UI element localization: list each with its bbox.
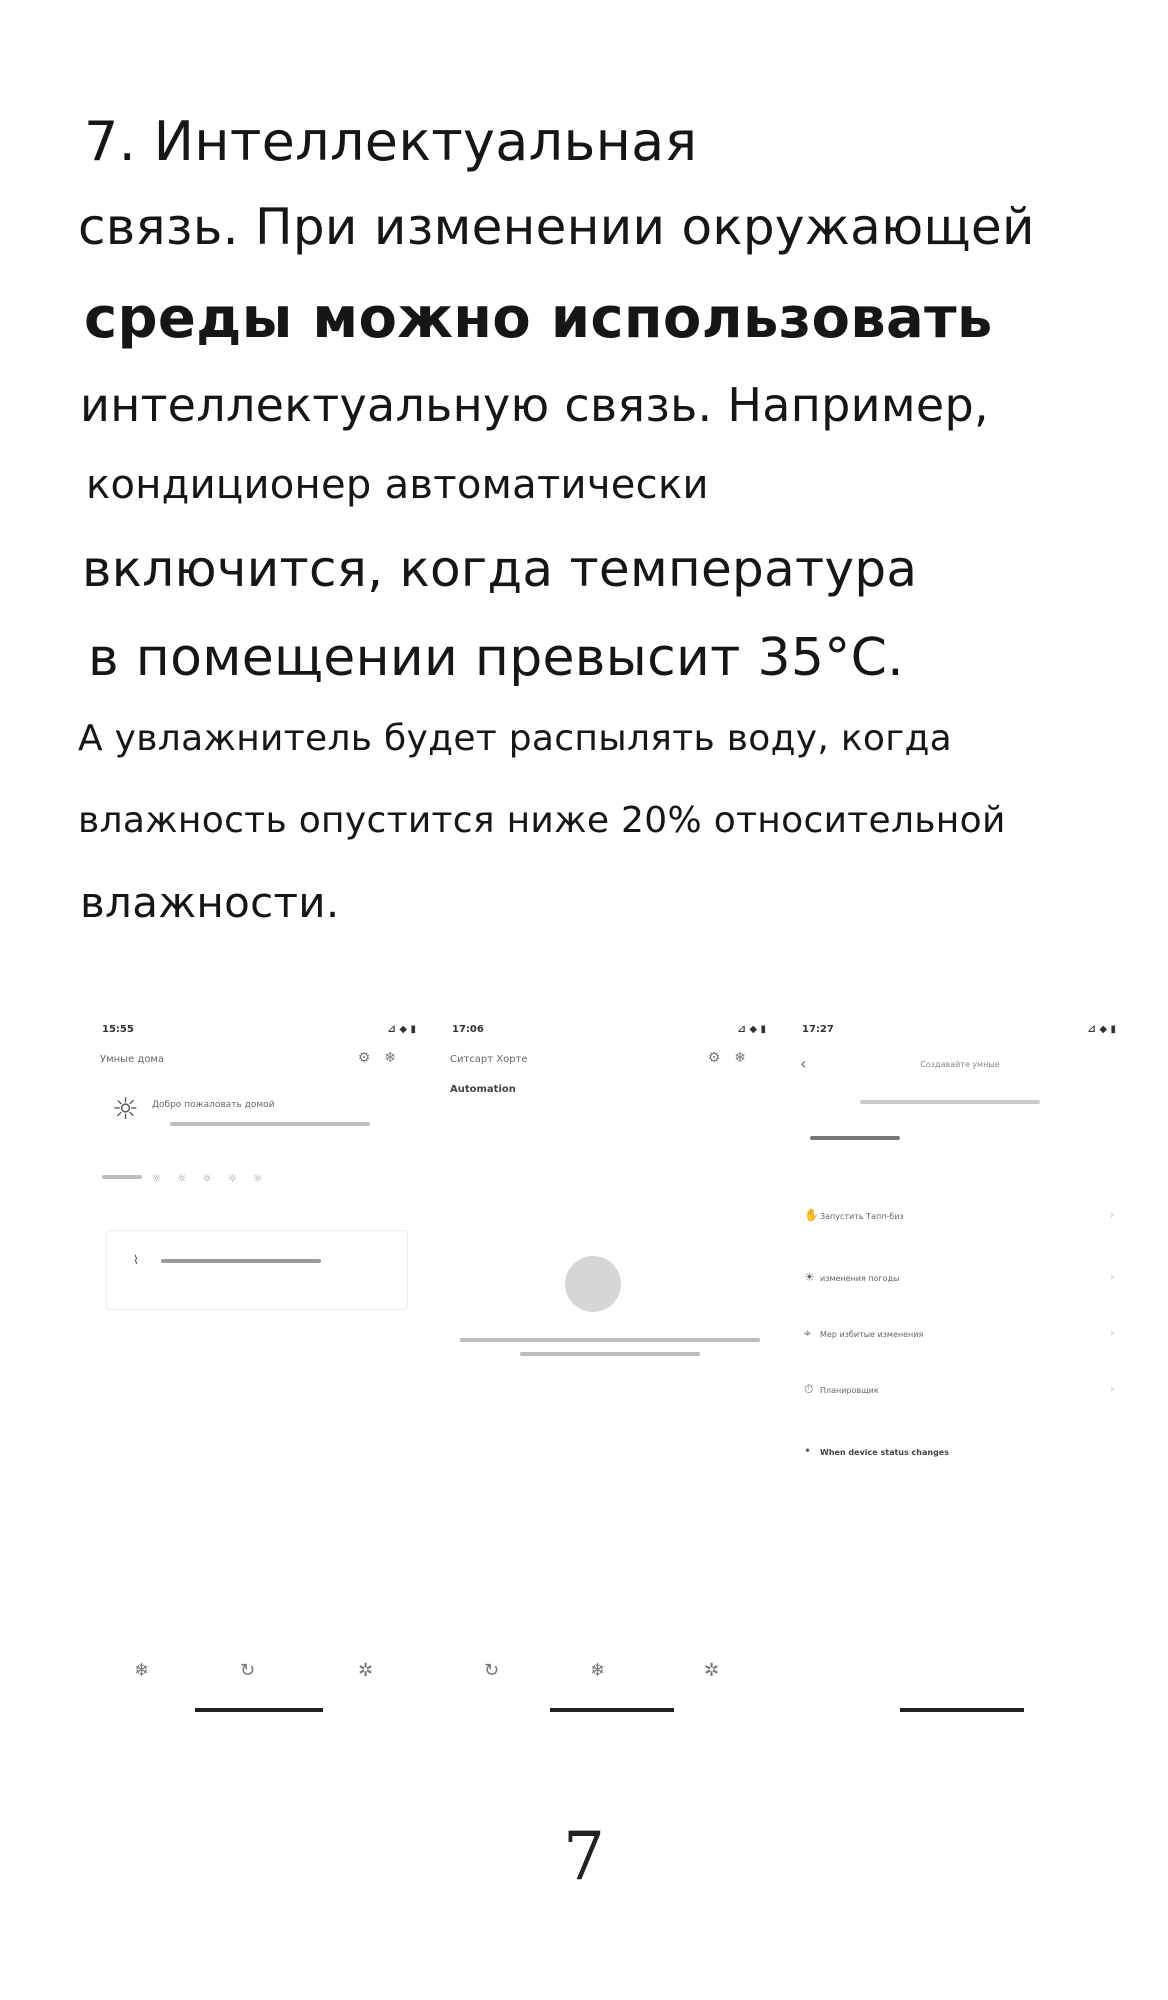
text-line: кондиционер автоматически — [86, 462, 709, 508]
condition-item[interactable]: Мер избитые изменения — [820, 1330, 924, 1339]
text-line: влажности. — [80, 878, 340, 927]
blurred-text — [520, 1352, 700, 1356]
text-line: включится, когда температура — [82, 540, 918, 598]
device-card[interactable] — [106, 1230, 408, 1310]
weather-icon: ☀ — [804, 1270, 815, 1284]
nav-fan-icon[interactable]: ✲ — [704, 1660, 720, 1681]
schedule-icon: ⏱ — [804, 1382, 814, 1396]
page-number: 7 — [563, 1818, 605, 1895]
blurred-text — [810, 1136, 900, 1140]
device-icon: ⌇ — [133, 1253, 139, 1267]
text-line: интеллектуальную связь. Например, — [80, 378, 989, 432]
gear-icon[interactable]: ⚙ — [357, 1050, 385, 1066]
nav-snowflake-icon[interactable]: ❄ — [590, 1660, 606, 1681]
nav-refresh-icon[interactable]: ↻ — [240, 1660, 256, 1681]
snowflake-icon[interactable]: ❄ — [384, 1050, 410, 1066]
nav-fan-icon[interactable]: ✲ — [358, 1660, 374, 1681]
chevron-right-icon: › — [1110, 1384, 1114, 1395]
text-line: 7. Интеллектуальная — [84, 110, 698, 173]
active-tab-indicator — [550, 1708, 674, 1712]
scene-screen — [440, 1020, 780, 1740]
home-selector[interactable]: Умные дома — [100, 1054, 165, 1065]
back-icon[interactable]: ‹ — [800, 1054, 807, 1073]
text-line: А увлажнитель будет распылять воду, когда — [78, 718, 952, 759]
condition-title: Создавайте умные — [920, 1060, 1000, 1069]
header-icons[interactable] — [358, 1050, 410, 1066]
nav-snowflake-icon[interactable]: ❄ — [134, 1660, 150, 1681]
automation-tab[interactable]: Automation — [450, 1084, 516, 1095]
text-line: связь. При изменении окружающей — [78, 198, 1035, 256]
condition-item[interactable]: Запустить Тапп-биз — [820, 1212, 904, 1221]
location-icon: ⌖ — [804, 1326, 811, 1340]
status-time: 17:06 — [452, 1024, 484, 1035]
condition-item[interactable]: изменения погоды — [820, 1274, 900, 1283]
text-line: в помещении превысит 35°С. — [88, 628, 905, 688]
status-signal: ⊿ ◆ ▮ — [387, 1024, 416, 1035]
chevron-right-icon: › — [1110, 1272, 1114, 1283]
welcome-text: Добро пожаловать домой — [152, 1100, 275, 1110]
nav-refresh-icon[interactable]: ↻ — [484, 1660, 500, 1681]
condition-screen — [790, 1020, 1130, 1740]
text-line: среды можно использовать — [84, 286, 993, 351]
blurred-text — [170, 1122, 370, 1126]
condition-item[interactable]: Планировщик — [820, 1386, 879, 1395]
chevron-right-icon: › — [1110, 1328, 1114, 1339]
status-signal: ⊿ ◆ ▮ — [737, 1024, 766, 1035]
home-indicator — [900, 1708, 1024, 1712]
main-paragraph — [0, 0, 1168, 940]
active-tab-indicator — [195, 1708, 323, 1712]
gear-icon[interactable]: ⚙ — [707, 1050, 735, 1066]
text-line: влажность опустится ниже 20% относительной — [78, 800, 1006, 841]
status-time: 15:55 — [102, 1024, 134, 1035]
snowflake-icon[interactable]: ❄ — [734, 1050, 760, 1066]
chevron-right-icon: › — [1110, 1210, 1114, 1221]
status-time: 17:27 — [802, 1024, 834, 1035]
empty-state-icon — [565, 1256, 621, 1312]
condition-item[interactable]: When device status changes — [820, 1448, 949, 1457]
screenshots-row — [0, 1000, 1168, 1760]
tap-run-icon: ✋ — [804, 1208, 819, 1222]
home-selector[interactable]: Ситсарт Хорте — [450, 1054, 528, 1065]
blurred-text — [860, 1100, 1040, 1104]
room-tabs[interactable]: ☼ ☼ ☼ ☼ ☼ — [102, 1172, 269, 1185]
blurred-text — [161, 1259, 321, 1263]
device-icon: • — [804, 1444, 812, 1458]
status-signal: ⊿ ◆ ▮ — [1087, 1024, 1116, 1035]
home-screen — [90, 1020, 430, 1740]
header-icons[interactable] — [708, 1050, 760, 1066]
sun-icon: ☼ — [112, 1092, 139, 1127]
blurred-text — [460, 1338, 760, 1342]
